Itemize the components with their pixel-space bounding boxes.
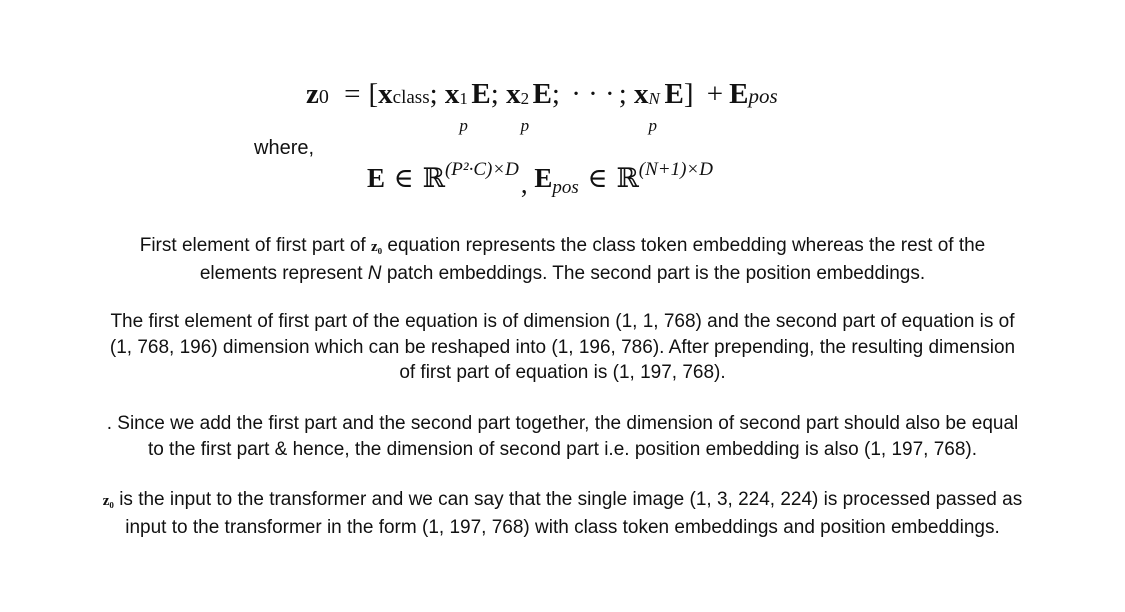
superscript-1: 1 (459, 89, 468, 108)
E-dimension-exponent: (P²·C)×D (444, 159, 519, 180)
paragraph-dimensions (0, 309, 1125, 386)
text-span: equation represents the class token embedding whereas the rest of the (387, 235, 986, 256)
where-label: where, (254, 137, 315, 159)
open-bracket: [ (368, 78, 379, 110)
ellipsis: · · · (571, 78, 615, 110)
E-pos-symbol: E (534, 163, 553, 193)
E-pos-dimension-exponent: (N+1)×D (638, 159, 713, 180)
x-symbol: x (444, 78, 460, 110)
paragraph-line: input to the transformer in the form (1, 197, 768) with class token embeddings and position embeddings. (125, 516, 1000, 538)
text-span: is the input to the transformer and we can say that the single image (1, 3, 224, 224) is processed passed as (119, 489, 1023, 510)
element-of-sign: ∈ (587, 163, 608, 193)
paragraph-line: . Since we add the first part and the second part together, the dimension of second part should also be equal (106, 413, 1019, 434)
E-symbol: E (471, 78, 491, 110)
paragraph-line: (1, 768, 196) dimension which can be reshaped into (1, 196, 786). After prepending, the resulting dimension (109, 336, 1016, 358)
separator: ; (490, 78, 499, 110)
E-symbol: E (532, 78, 552, 110)
close-bracket: ] (683, 78, 694, 110)
separator: ; (551, 78, 560, 110)
embedding-equation (306, 78, 778, 135)
paragraph-line (0, 487, 1125, 515)
pos-subscript: pos (552, 177, 579, 198)
text-span: elements represent (199, 262, 363, 284)
z-symbol: z (306, 78, 319, 110)
comma: , (520, 169, 528, 199)
z0-symbol: z₀ (102, 493, 114, 509)
p-subscript: p (459, 116, 468, 135)
x-symbol: x (634, 78, 649, 110)
paragraph-line: The first element of first part of the equation is of dimension (1, 1, 768) and the second part of equation is of (110, 311, 1015, 332)
separator: ; (618, 78, 627, 110)
real-numbers-symbol: ℝ (422, 163, 445, 194)
E-symbol: E (367, 163, 386, 193)
p-subscript: p (648, 116, 658, 135)
paragraph-line (0, 233, 1125, 261)
paragraph-line: to the first part & hence, the dimension of second part i.e. position embedding is also (1, 197, 768). (147, 438, 978, 460)
x-class-symbol: x (378, 78, 393, 110)
paragraph-line (0, 261, 1125, 287)
paragraph-position-embedding (0, 411, 1125, 462)
equals-sign: = (344, 78, 361, 110)
x-symbol: x (506, 78, 521, 110)
E-symbol: E (664, 78, 684, 110)
element-of-sign: ∈ (393, 163, 414, 193)
dimension-equation (367, 159, 713, 199)
superscript-N: N (648, 89, 660, 108)
text-span: patch embeddings. The second part is the position embeddings. (386, 262, 926, 284)
paragraph-transformer-input (0, 487, 1125, 540)
plus-sign: + (706, 78, 724, 110)
superscript-2: 2 (520, 89, 530, 108)
E-pos-symbol: E (729, 78, 749, 110)
N-symbol: N (367, 262, 382, 284)
z-subscript: 0 (318, 86, 329, 108)
separator: ; (429, 78, 438, 110)
p-subscript: p (520, 116, 530, 135)
pos-subscript: pos (748, 84, 778, 108)
text-span: First element of first part of (139, 235, 366, 256)
class-subscript: class (392, 87, 430, 108)
paragraph-class-token (0, 233, 1125, 286)
real-numbers-symbol: ℝ (616, 163, 639, 194)
paragraph-line: of first part of equation is (1, 197, 768). (399, 362, 726, 383)
z0-symbol: z₀ (370, 239, 383, 255)
